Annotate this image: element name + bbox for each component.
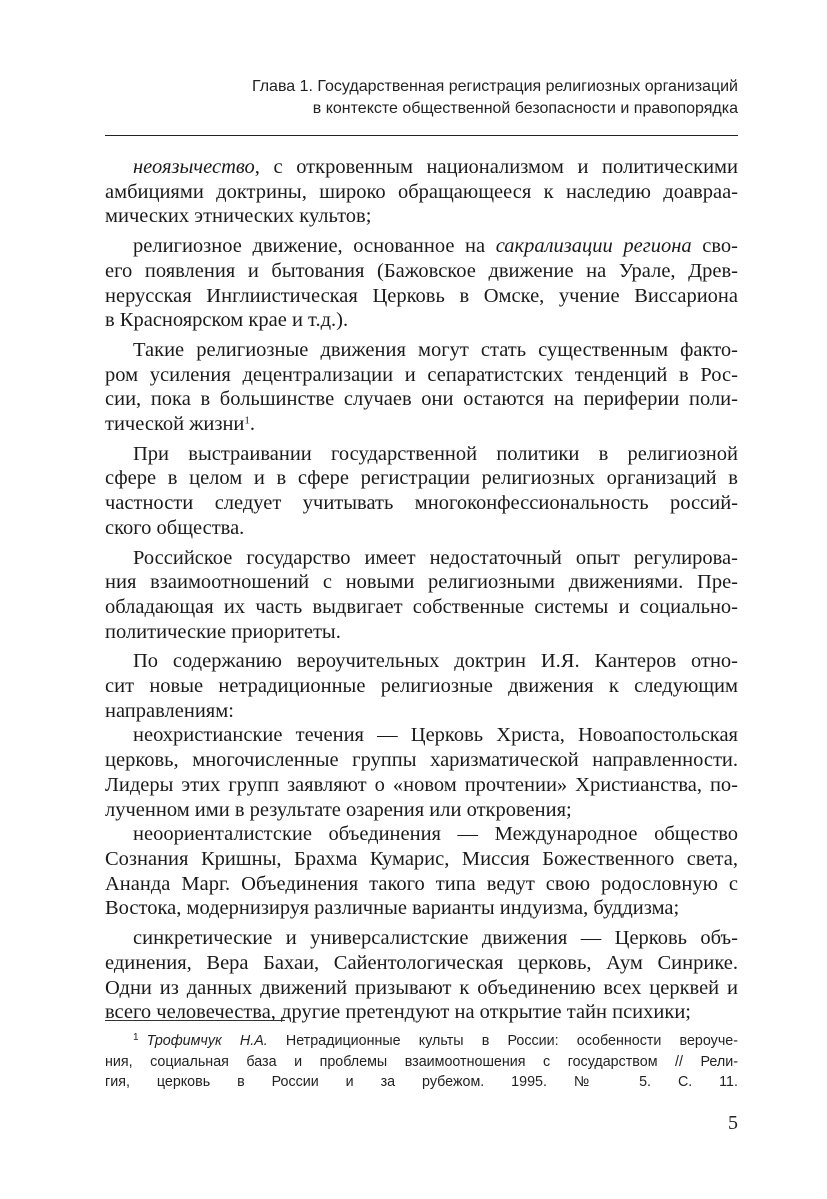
page-number: 5 bbox=[728, 1112, 738, 1134]
text-line: ского общества. bbox=[105, 516, 245, 539]
text-line bbox=[105, 234, 738, 259]
text-line: Востока, модернизируя различные варианты индуизма, буддизма; bbox=[105, 897, 680, 920]
text-line: При выстраивании государственной политики в религиозной bbox=[133, 442, 738, 465]
emphasis: неоязычество bbox=[133, 156, 255, 178]
text-line: Российское государство имеет недостаточный опыт регулирова- bbox=[133, 546, 738, 569]
text-line: амбициями доктрины, широко обращающееся к наследию доавраа- bbox=[105, 180, 738, 203]
text-line: его появления и бытования (Бажовское движение на Урале, Древ- bbox=[105, 259, 738, 282]
paragraph bbox=[105, 649, 738, 723]
text-line: сфере в целом и в сфере регистрации религиозных организаций в bbox=[105, 467, 738, 490]
text-line: направлениям: bbox=[105, 699, 234, 722]
footnote-reference[interactable]: 1 bbox=[244, 414, 250, 427]
text-run: тической жизни bbox=[105, 413, 245, 436]
paragraph bbox=[105, 822, 738, 921]
text-line: сии, пока в большинстве случаев они остаются на периферии поли- bbox=[105, 388, 738, 411]
text-run: Нетрадиционные культы в России: особенности вероуче- bbox=[267, 1033, 738, 1049]
paragraph bbox=[105, 546, 738, 645]
paragraph bbox=[105, 234, 738, 333]
text-line: ром усиления децентрализации и сепаратистских тенденций в Рос- bbox=[105, 363, 738, 386]
text-line: Сознания Кришны, Брахма Кумарис, Миссия Божественного света, bbox=[105, 847, 738, 870]
paragraph bbox=[105, 723, 738, 822]
text-line bbox=[105, 155, 738, 180]
footnote-mark: 1 bbox=[133, 1032, 139, 1043]
text-line: Такие религиозные движения могут стать существенным факто- bbox=[133, 338, 738, 361]
paragraph bbox=[105, 442, 738, 541]
running-header-line: Глава 1. Государственная регистрация религиозных организаций bbox=[251, 78, 738, 95]
text-line: церковь, многочисленные группы харизматической направленности. bbox=[105, 749, 738, 772]
running-header-line: в контексте общественной безопасности и правопорядка bbox=[312, 100, 738, 117]
text-line: сит новые нетрадиционные религиозные движения к следующим bbox=[105, 675, 738, 698]
text-line: нерусская Инглиистическая Церковь в Омске, учение Виссариона bbox=[105, 284, 738, 307]
text-run: . bbox=[249, 413, 256, 436]
text-run: сво- bbox=[691, 235, 738, 258]
text-run: , с откровенным национализмом и политическими bbox=[254, 156, 738, 178]
paragraph bbox=[105, 155, 738, 229]
text-line: ния взаимоотношений с новыми религиозными движениями. Пре- bbox=[105, 571, 738, 594]
paragraph bbox=[105, 338, 738, 437]
footnote-line: гия, церковь в России и за рубежом. 1995. № 5. С. 11. bbox=[105, 1074, 738, 1090]
text-line: Лидеры этих групп заявляют о «новом прочтении» Христианства, по- bbox=[105, 773, 738, 796]
text-line: политические приоритеты. bbox=[105, 620, 341, 643]
header-rule bbox=[105, 135, 738, 136]
text-line: в Красноярском крае и т.д.). bbox=[105, 309, 349, 332]
text-line: Одни из данных движений призывают к объединению всех церквей и bbox=[105, 976, 738, 999]
footnote-line bbox=[105, 1031, 738, 1052]
text-line: обладающая их часть выдвигает собственные системы и социально- bbox=[105, 595, 738, 618]
text-line: всего человечества, другие претендуют на открытие тайн психики; bbox=[105, 1001, 692, 1024]
text-line: синкретические и универсалистские движения — Церковь объ- bbox=[133, 927, 738, 950]
footnote-author: Трофимчук Н.А. bbox=[146, 1033, 268, 1049]
text-line: лученном ими в результате озарения или откровения; bbox=[105, 798, 572, 821]
text-line: По содержанию вероучительных доктрин И.Я. Кантеров отно- bbox=[133, 650, 738, 673]
running-header bbox=[105, 76, 738, 120]
text-line: мических этнических культов; bbox=[105, 205, 372, 228]
text-line: неоориенталистские объединения — Международное общество bbox=[133, 823, 738, 846]
text-line: частности следует учитывать многоконфессиональность россий- bbox=[105, 492, 738, 515]
text-line: неохристианские течения — Церковь Христа, Новоапостольская bbox=[133, 724, 738, 747]
paragraph bbox=[105, 926, 738, 1025]
footnote-rule bbox=[105, 1020, 285, 1021]
page-body bbox=[105, 155, 738, 1025]
footnote-line: ния, социальная база и проблемы взаимоотношения с государством // Рели- bbox=[105, 1053, 738, 1070]
text-line bbox=[105, 412, 738, 437]
text-line: Ананда Марг. Объединения такого типа ведут свою родословную с bbox=[105, 872, 738, 895]
footnote bbox=[105, 1031, 738, 1093]
text-run: религиозное движение, основанное на bbox=[133, 235, 496, 258]
emphasis: сакрализации региона bbox=[495, 235, 692, 258]
text-line: единения, Вера Бахаи, Сайентологическая церковь, Аум Синрике. bbox=[105, 951, 738, 974]
